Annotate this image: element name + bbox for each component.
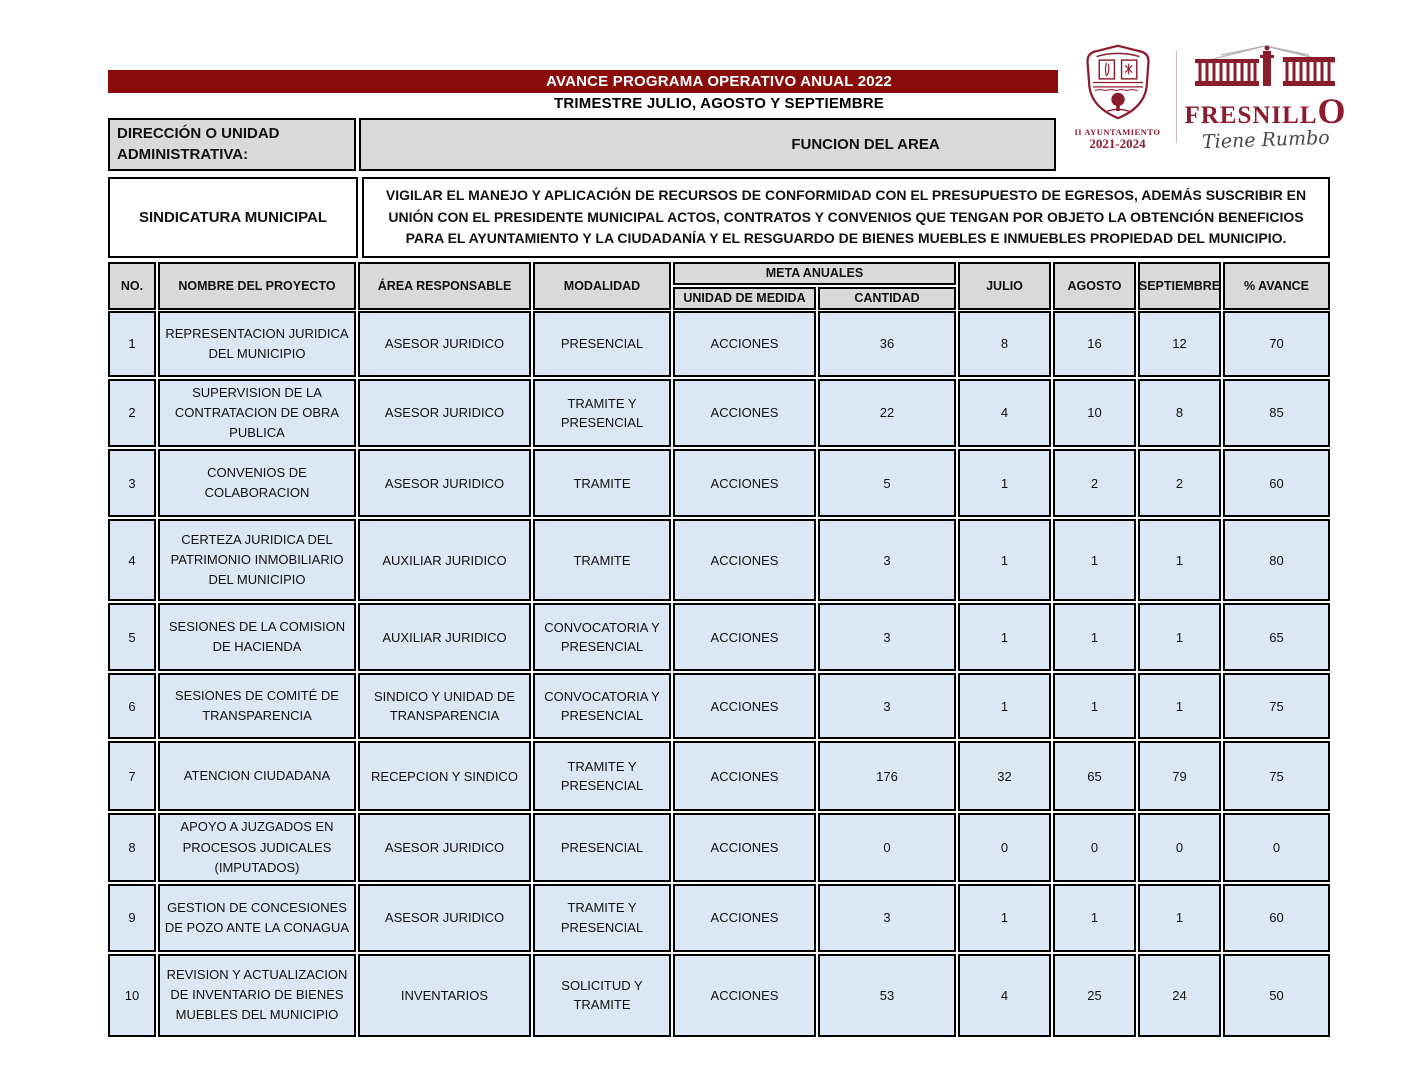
cell-no: 9 [108,884,156,952]
cell-modalidad: TRAMITE Y PRESENCIAL [533,379,671,447]
function-row [108,177,1330,258]
cell-cantidad: 3 [818,673,956,739]
cell-julio: 32 [958,741,1051,811]
cell-nombre: SUPERVISION DE LA CONTRATACION DE OBRA PUBLICA [158,379,356,447]
cell-cantidad: 3 [818,603,956,671]
cell-agosto: 2 [1053,449,1136,517]
logo-tagline: Tiene Rumbo [1201,126,1330,154]
shield-icon [1082,44,1154,125]
logo-divider [1176,51,1177,143]
header-avance: % AVANCE [1223,262,1330,310]
cell-area: AUXILIAR JURIDICO [358,519,531,601]
cell-cantidad: 3 [818,519,956,601]
cell-agosto: 65 [1053,741,1136,811]
cell-unidad-medida: ACCIONES [673,379,816,447]
fresnillo-wordmark [1184,91,1347,131]
table-header [108,262,1330,309]
cell-no: 4 [108,519,156,601]
cell-nombre: REVISION Y ACTUALIZACION DE INVENTARIO DE BIENES MUEBLES DEL MUNICIPIO [158,954,356,1037]
cell-area: SINDICO Y UNIDAD DE TRANSPARENCIA [358,673,531,739]
cell-area: RECEPCION Y SINDICO [358,741,531,811]
cell-no: 8 [108,813,156,881]
cell-julio: 1 [958,449,1051,517]
cell-septiembre: 8 [1138,379,1221,447]
cell-septiembre: 12 [1138,311,1221,377]
cell-septiembre: 0 [1138,813,1221,881]
unidad-administrativa-value: SINDICATURA MUNICIPAL [108,177,358,258]
cell-area: ASESOR JURIDICO [358,813,531,881]
header-agosto: AGOSTO [1053,262,1136,310]
cell-septiembre: 79 [1138,741,1221,811]
cell-agosto: 1 [1053,519,1136,601]
header-nombre: NOMBRE DEL PROYECTO [158,262,356,310]
table-row [108,519,1330,601]
cell-no: 7 [108,741,156,811]
cell-julio: 4 [958,954,1051,1037]
cell-septiembre: 24 [1138,954,1221,1037]
cell-avance: 80 [1223,519,1330,601]
cell-julio: 1 [958,884,1051,952]
cell-septiembre: 1 [1138,673,1221,739]
cell-unidad-medida: ACCIONES [673,449,816,517]
cell-modalidad: CONVOCATORIA Y PRESENCIAL [533,603,671,671]
header-area: ÁREA RESPONSABLE [358,262,531,310]
cell-unidad-medida: ACCIONES [673,519,816,601]
bridge-icon [1191,43,1341,98]
cell-no: 3 [108,449,156,517]
cell-area: INVENTARIOS [358,954,531,1037]
header-septiembre: SEPTIEMBRE [1138,262,1221,310]
header-cantidad: CANTIDAD [818,287,956,310]
header-unidad-medida: UNIDAD DE MEDIDA [673,287,816,310]
cell-julio: 1 [958,603,1051,671]
funcion-del-area-label: FUNCION DEL AREA [359,118,1056,171]
cell-area: ASESOR JURIDICO [358,884,531,952]
cell-avance: 0 [1223,813,1330,881]
cell-no: 6 [108,673,156,739]
cell-cantidad: 5 [818,449,956,517]
table-row [108,379,1330,447]
cell-avance: 75 [1223,673,1330,739]
cell-area: ASESOR JURIDICO [358,311,531,377]
cell-julio: 8 [958,311,1051,377]
cell-modalidad: SOLICITUD Y TRAMITE [533,954,671,1037]
crest-period-label: 2021-2024 [1089,136,1146,151]
cell-avance: 70 [1223,311,1330,377]
cell-julio: 0 [958,813,1051,881]
wordmark-text: FRESNILL [1184,102,1318,129]
cell-avance: 60 [1223,449,1330,517]
cell-area: ASESOR JURIDICO [358,449,531,517]
cell-unidad-medida: ACCIONES [673,813,816,881]
wordmark-big-o: O [1317,91,1347,131]
cell-avance: 65 [1223,603,1330,671]
cell-agosto: 25 [1053,954,1136,1037]
cell-avance: 85 [1223,379,1330,447]
cell-modalidad: TRAMITE [533,519,671,601]
page-subtitle: TRIMESTRE JULIO, AGOSTO Y SEPTIEMBRE [553,95,885,112]
cell-septiembre: 1 [1138,603,1221,671]
funcion-del-area-text: VIGILAR EL MANEJO Y APLICACIÓN DE RECURSOS DE CONFORMIDAD CON EL PRESUPUESTO DE EGRESOS, ADEMÁS SUSCRIBIR EN UNIÓN CON EL PRESIDENTE MUNICIPAL ACTOS, CONTRATOS Y CONVENIOS QUE TENGAN POR OBJETO LA OBTENCIÓN BENEFICIOS PARA EL AYUNTAMIENTO Y LA CIUDADANÍA Y EL RESGUARDO DE BIENES MUEBLES E INMUEBLES PROPIEDAD DEL MUNICIPIO. [362,177,1330,258]
info-row [108,118,1056,171]
cell-unidad-medida: ACCIONES [673,603,816,671]
cell-nombre: CONVENIOS DE COLABORACION [158,449,356,517]
cell-nombre: CERTEZA JURIDICA DEL PATRIMONIO INMOBILIARIO DEL MUNICIPIO [158,519,356,601]
cell-agosto: 10 [1053,379,1136,447]
cell-unidad-medida: ACCIONES [673,954,816,1037]
cell-nombre: SESIONES DE LA COMISION DE HACIENDA [158,603,356,671]
cell-no: 1 [108,311,156,377]
cell-avance: 50 [1223,954,1330,1037]
table-row [108,603,1330,671]
cell-no: 5 [108,603,156,671]
table-body [108,311,1330,1037]
cell-area: ASESOR JURIDICO [358,379,531,447]
cell-agosto: 0 [1053,813,1136,881]
cell-julio: 4 [958,379,1051,447]
report-sheet [108,0,1347,1088]
cell-avance: 60 [1223,884,1330,952]
cell-agosto: 1 [1053,884,1136,952]
cell-cantidad: 36 [818,311,956,377]
fresnillo-logo [1184,43,1347,154]
cell-modalidad: TRAMITE Y PRESENCIAL [533,741,671,811]
cell-no: 2 [108,379,156,447]
cell-septiembre: 1 [1138,519,1221,601]
cell-unidad-medida: ACCIONES [673,673,816,739]
cell-unidad-medida: ACCIONES [673,311,816,377]
cell-unidad-medida: ACCIONES [673,884,816,952]
header-modalidad: MODALIDAD [533,262,671,310]
cell-modalidad: PRESENCIAL [533,813,671,881]
crest-ayuntamiento-label: II AYUNTAMIENTO [1074,127,1161,137]
table-row [108,311,1330,377]
cell-nombre: GESTION DE CONCESIONES DE POZO ANTE LA CONAGUA [158,884,356,952]
cell-agosto: 16 [1053,311,1136,377]
cell-cantidad: 176 [818,741,956,811]
table-row [108,813,1330,881]
municipal-crest [1070,44,1166,150]
cell-agosto: 1 [1053,673,1136,739]
cell-agosto: 1 [1053,603,1136,671]
table-row [108,954,1330,1037]
logo-area [1061,26,1353,168]
table-row [108,449,1330,517]
cell-area: AUXILIAR JURIDICO [358,603,531,671]
cell-septiembre: 2 [1138,449,1221,517]
header-julio: JULIO [958,262,1051,310]
cell-cantidad: 22 [818,379,956,447]
cell-septiembre: 1 [1138,884,1221,952]
table-row [108,884,1330,952]
cell-cantidad: 0 [818,813,956,881]
cell-no: 10 [108,954,156,1037]
cell-modalidad: CONVOCATORIA Y PRESENCIAL [533,673,671,739]
cell-modalidad: PRESENCIAL [533,311,671,377]
cell-avance: 75 [1223,741,1330,811]
cell-modalidad: TRAMITE Y PRESENCIAL [533,884,671,952]
header-no: NO. [108,262,156,310]
cell-cantidad: 53 [818,954,956,1037]
direccion-label: DIRECCIÓN O UNIDAD ADMINISTRATIVA: [108,118,356,171]
table-row [108,673,1330,739]
page-title: AVANCE PROGRAMA OPERATIVO ANUAL 2022 [546,73,892,90]
cell-nombre: ATENCION CIUDADANA [158,741,356,811]
table-row [108,741,1330,811]
cell-julio: 1 [958,519,1051,601]
cell-modalidad: TRAMITE [533,449,671,517]
cell-nombre: REPRESENTACION JURIDICA DEL MUNICIPIO [158,311,356,377]
header-meta-anuales: META ANUALES [673,262,956,285]
cell-nombre: SESIONES DE COMITÉ DE TRANSPARENCIA [158,673,356,739]
cell-julio: 1 [958,673,1051,739]
cell-unidad-medida: ACCIONES [673,741,816,811]
cell-nombre: APOYO A JUZGADOS EN PROCESOS JUDICALES (IMPUTADOS) [158,813,356,881]
cell-cantidad: 3 [818,884,956,952]
